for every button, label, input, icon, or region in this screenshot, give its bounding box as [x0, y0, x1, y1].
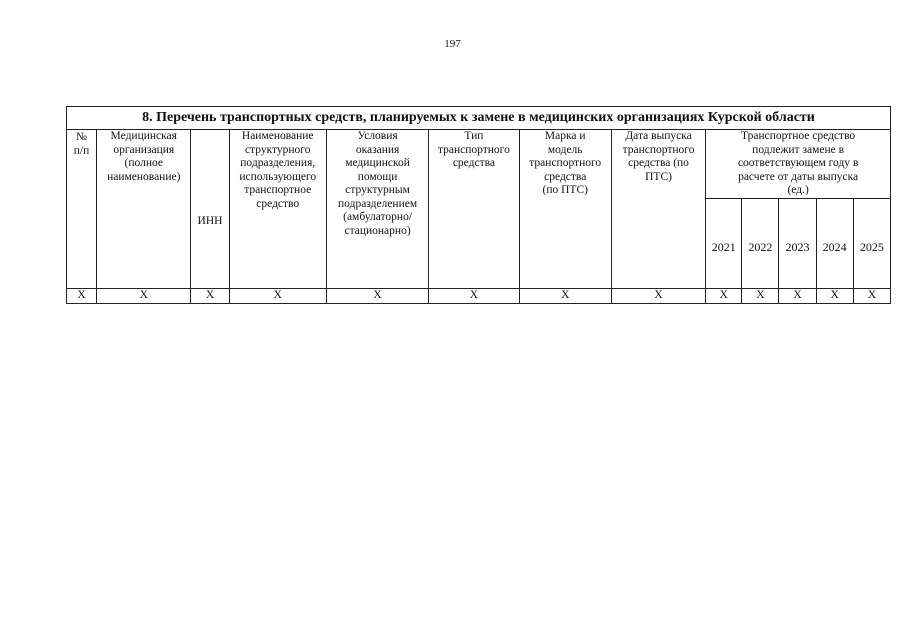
table-cell: Х — [779, 288, 816, 303]
table-cell: Х — [816, 288, 853, 303]
table-cell: Х — [229, 288, 326, 303]
table-cell: Х — [853, 288, 890, 303]
header-year-2025: 2025 — [853, 198, 890, 288]
table-cell: Х — [742, 288, 779, 303]
vehicle-replacement-table — [66, 106, 891, 304]
table-cell: Х — [706, 288, 742, 303]
header-replacement-year-group: Транспортное средство подлежит замене в соответствующем году в расчете от даты выпуска (ед.) — [706, 130, 891, 199]
header-structural-unit: Наименование структурного подразделения, использующего транспортное средство — [229, 130, 326, 289]
table-cell: Х — [67, 288, 97, 303]
header-row-number: № п/п — [67, 130, 97, 289]
header-year-2022: 2022 — [742, 198, 779, 288]
header-medical-organization: Медицинская организация (полное наименование) — [97, 130, 191, 289]
header-year-2021: 2021 — [706, 198, 742, 288]
table-cell: Х — [326, 288, 428, 303]
table-cell: Х — [429, 288, 519, 303]
table-cell: Х — [97, 288, 191, 303]
table-cell: Х — [519, 288, 611, 303]
table-row — [67, 288, 891, 303]
header-year-2024: 2024 — [816, 198, 853, 288]
table-cell: Х — [611, 288, 705, 303]
header-release-date: Дата выпуска транспортного средства (по ПТС) — [611, 130, 705, 289]
header-year-2023: 2023 — [779, 198, 816, 288]
page-number: 197 — [444, 38, 461, 50]
header-care-conditions: Условия оказания медицинской помощи структурным подразделением (амбулаторно/ стационарно) — [326, 130, 428, 289]
header-vehicle-type: Тип транспортного средства — [429, 130, 519, 289]
header-inn: ИНН — [191, 130, 229, 289]
header-vehicle-model: Марка и модель транспортного средства (по ПТС) — [519, 130, 611, 289]
table-cell: Х — [191, 288, 229, 303]
table-title: 8. Перечень транспортных средств, планируемых к замене в медицинских организациях Курской области — [67, 107, 891, 130]
